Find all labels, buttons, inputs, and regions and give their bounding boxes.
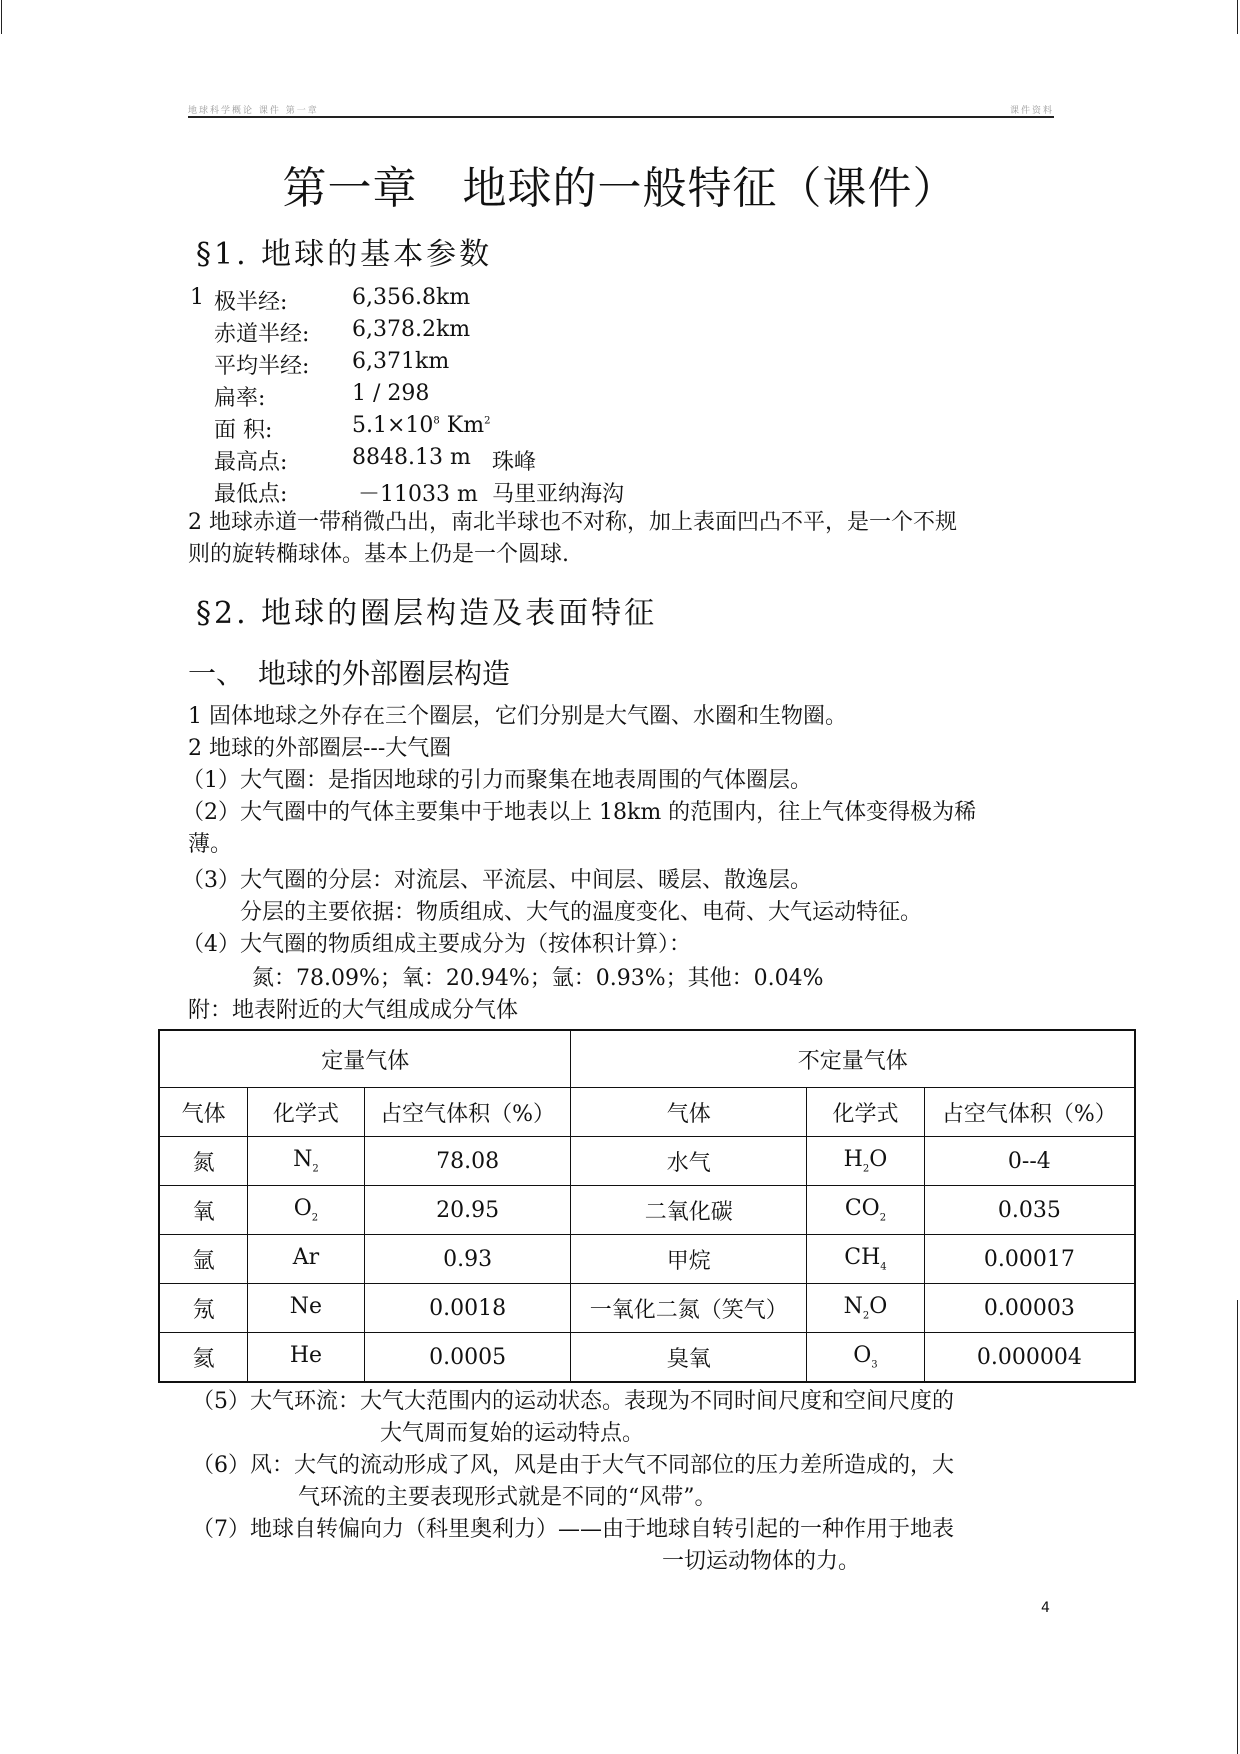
column-header: 气体 (159, 1088, 248, 1137)
paragraph-item5-line1: （5）大气环流：大气大范围内的运动状态。表现为不同时间尺度和空间尺度的 (192, 1389, 954, 1414)
paragraph-line: （4）大气圈的物质组成主要成分为（按体积计算）： (182, 932, 691, 957)
table-row (159, 1284, 1135, 1333)
value-unit: Km (439, 413, 485, 438)
table-row (159, 1333, 1135, 1383)
param-extra: 马里亚纳海沟 (492, 482, 625, 507)
paragraph-line: （1）大气圈：是指因地球的引力而聚集在地表周围的气体圈层。 (182, 768, 812, 793)
header-left-text: 地球科学概论 课件 第一章 (188, 106, 319, 116)
param-label: 赤道半经: (214, 322, 310, 347)
paragraph-item7-line1: （7）地球自转偏向力（科里奥利力）——由于地球自转引起的一种作用于地表 (192, 1517, 954, 1542)
section-1-title: §1. 地球的基本参数 (196, 237, 493, 272)
chapter-title: 第一章 地球的一般特征（课件） (282, 163, 958, 214)
gas-formula: He (248, 1333, 365, 1383)
param-label: 扁率: (214, 386, 266, 411)
gas-name: 水气 (571, 1137, 807, 1186)
gas-volume: 0.035 (924, 1186, 1135, 1235)
gas-volume: 0.93 (364, 1235, 571, 1284)
group-header-fixed-gases: 定量气体 (159, 1030, 571, 1088)
table-row (159, 1186, 1135, 1235)
table-group-header-row (159, 1030, 1135, 1088)
gas-name: 甲烷 (571, 1235, 807, 1284)
gas-volume: 20.95 (364, 1186, 571, 1235)
gas-name: 氦 (159, 1333, 248, 1383)
column-header: 化学式 (248, 1088, 365, 1137)
paragraph-line: 2 地球的外部圈层---大气圈 (188, 736, 452, 761)
param-label: 极半经: (214, 290, 288, 315)
composition-line: 氮：78.09%；氧：20.94%；氩：0.93%；其他：0.04% (252, 966, 824, 991)
paragraph-item5-line2: 大气周而复始的运动特点。 (380, 1421, 645, 1446)
gas-volume: 0.00017 (924, 1235, 1135, 1284)
page-header (188, 100, 1054, 118)
header-right-text: 课件资料 (1009, 106, 1054, 116)
page-edge-right (1237, 1300, 1238, 1754)
paragraph-item2-line1: 2 地球赤道一带稍微凸出，南北半球也不对称，加上表面凹凸不平，是一个不规 (188, 510, 957, 535)
value-exponent: 8 (433, 415, 440, 427)
gas-formula: $H_2O$ (807, 1137, 925, 1186)
param-extra: 珠峰 (492, 450, 537, 475)
column-header: 化学式 (807, 1088, 925, 1137)
column-header: 气体 (571, 1088, 807, 1137)
gas-formula: Ne (248, 1284, 365, 1333)
param-value: 6,371km (352, 349, 450, 374)
gas-formula: $CO_2$ (807, 1186, 925, 1235)
gas-volume: 0.00003 (924, 1284, 1135, 1333)
paragraph-line: （2）大气圈中的气体主要集中于地表以上 18km 的范围内，往上气体变得极为稀 (182, 800, 977, 825)
gas-name: 氮 (159, 1137, 248, 1186)
param-value: 6,356.8km (352, 285, 471, 310)
gas-name: 二氧化碳 (571, 1186, 807, 1235)
paragraph-item2-line2: 则的旋转椭球体。基本上仍是一个圆球. (188, 542, 569, 567)
paragraph-item7-line2: 一切运动物体的力。 (662, 1549, 861, 1574)
page-number: 4 (1041, 1600, 1050, 1616)
param-value: 8848.13 m (352, 445, 471, 470)
paragraph-item6-line2: 气环流的主要表现形式就是不同的“风带”。 (298, 1485, 717, 1510)
gas-name: 一氧化二氮（笑气） (571, 1284, 807, 1333)
gas-formula: $N_2O$ (807, 1284, 925, 1333)
gas-formula: $O_2$ (248, 1186, 365, 1235)
gas-name: 臭氧 (571, 1333, 807, 1383)
gas-name: 氖 (159, 1284, 248, 1333)
item-number: 1 (190, 285, 204, 310)
gas-volume: 0.0018 (364, 1284, 571, 1333)
column-header: 占空气体积（%） (924, 1088, 1135, 1137)
group-header-variable-gases: 不定量气体 (571, 1030, 1135, 1088)
paragraph-line: 1 固体地球之外存在三个圈层，它们分别是大气圈、水圈和生物圈。 (188, 704, 847, 729)
param-label: 最高点: (214, 450, 288, 475)
subsection-title: 一、 地球的外部圈层构造 (188, 657, 511, 690)
gas-formula: $CH_4$ (807, 1235, 925, 1284)
gas-name: 氩 (159, 1235, 248, 1284)
gas-name: 氧 (159, 1186, 248, 1235)
table-row (159, 1137, 1135, 1186)
gas-volume: 0.000004 (924, 1333, 1135, 1383)
gas-volume: 78.08 (364, 1137, 571, 1186)
unit-exponent: 2 (484, 415, 491, 427)
gas-volume: 0.0005 (364, 1333, 571, 1383)
section-2-title: §2. 地球的圈层构造及表面特征 (196, 596, 658, 631)
page-edge-left (1, 0, 2, 34)
value-base: 5.1×10 (352, 413, 434, 438)
page-edge-right-top (1237, 0, 1238, 34)
param-label: 面 积: (214, 418, 273, 443)
paragraph-line: 分层的主要依据：物质组成、大气的温度变化、电荷、大气运动特征。 (240, 900, 923, 925)
gas-composition-table (158, 1029, 1136, 1383)
gas-formula: Ar (248, 1235, 365, 1284)
param-label: 平均半经: (214, 354, 310, 379)
param-label: 最低点: (214, 482, 288, 507)
gas-formula: $N_2$ (248, 1137, 365, 1186)
param-value: 1 / 298 (352, 381, 430, 406)
gas-formula: $O_3$ (807, 1333, 925, 1383)
param-value (352, 413, 490, 438)
table-caption: 附：地表附近的大气组成成分气体 (188, 998, 519, 1023)
paragraph-item6-line1: （6）风：大气的流动形成了风，风是由于大气不同部位的压力差所造成的，大 (192, 1453, 954, 1478)
table-row (159, 1235, 1135, 1284)
gas-volume: 0--4 (924, 1137, 1135, 1186)
param-value: －11033 m (358, 482, 478, 507)
column-header: 占空气体积（%） (364, 1088, 571, 1137)
paragraph-line: 薄。 (188, 832, 233, 857)
paragraph-line: （3）大气圈的分层：对流层、平流层、中间层、暖层、散逸层。 (182, 868, 812, 893)
table-column-header-row (159, 1088, 1135, 1137)
param-value: 6,378.2km (352, 317, 471, 342)
